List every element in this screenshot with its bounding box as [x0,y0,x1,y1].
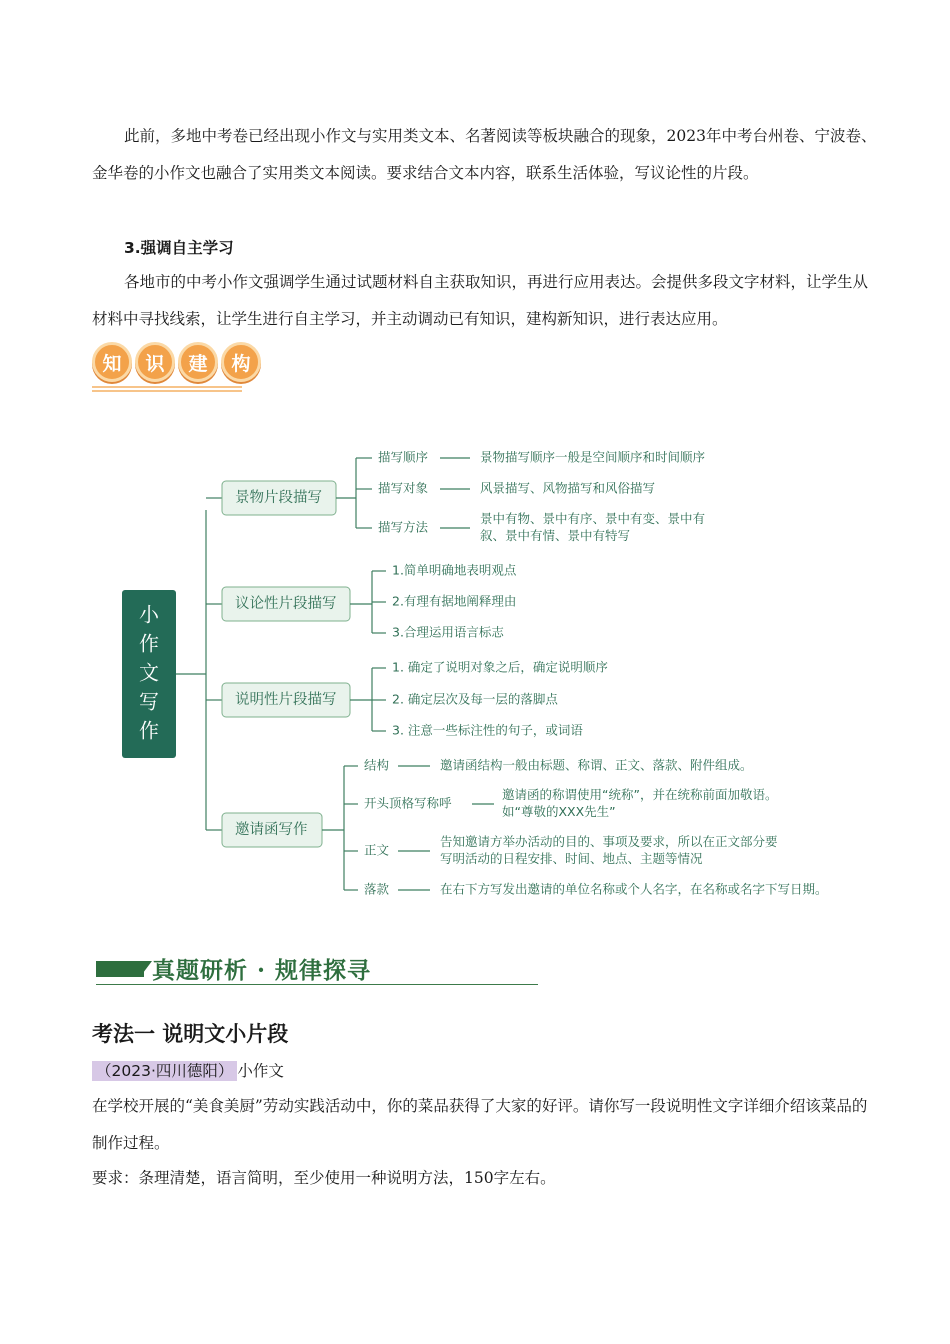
source-line [92,1058,284,1084]
child-label: 3.合理运用语言标志 [392,624,504,640]
source-tag: （2023·四川德阳） [92,1061,237,1081]
intro-paragraph-1: 此前，多地中考卷已经出现小作文与实用类文本、名著阅读等板块融合的现象，2023年中考台州卷、宁波卷、金华卷的小作文也融合了实用类文本阅读。要求结合文本内容，联系生活体验，写议论性的片段。 [92,127,877,182]
child-label: 描写顺序 [378,449,429,465]
child-label: 正文 [364,842,390,858]
badge-char: 建 [178,342,218,382]
section-bar-block [96,961,144,977]
child-description: 如“尊敬的XXX先生” [502,804,616,819]
mindmap [0,440,950,910]
root-node-char: 写 [139,689,159,714]
child-description: 邀请函结构一般由标题、称谓、正文、落款、附件组成。 [440,757,753,773]
child-description: 邀请函的称谓使用“统称”，并在统称前面加敬语。 [502,787,778,802]
root-node-char: 作 [139,631,159,656]
method-title: 考法一 说明文小片段 [92,1022,289,1046]
child-description: 告知邀请方举办活动的目的、事项及要求，所以在正文部分要 [440,834,778,849]
branch-label: 议论性片段描写 [235,596,337,612]
child-label: 2.有理有据地阐释理由 [392,593,517,609]
child-label: 描写对象 [378,480,429,496]
question-prompt: 在学校开展的“美食美厨”劳动实践活动中，你的菜品获得了大家的好评。请你写一段说明性文字详细介绍该菜品的制作过程。 [92,1097,868,1152]
badge-underline [92,390,242,392]
section-header [96,952,538,986]
child-label: 开头顶格写称呼 [364,795,452,811]
child-description: 在右下方写发出邀请的单位名称或个人名字，在名称或名字下写日期。 [440,881,828,897]
subhead-autonomous-learning: 3.强调自主学习 [124,239,234,257]
section-underline [96,984,538,985]
question-type: 小作文 [237,1062,284,1080]
question-requirement: 要求：条理清楚，语言简明，至少使用一种说明方法，150字左右。 [92,1169,556,1187]
branch-label: 说明性片段描写 [235,692,337,708]
child-description: 景物描写顺序一般是空间顺序和时间顺序 [480,449,706,465]
child-description: 叙、景中有情、景中有特写 [480,528,631,543]
child-label: 1.简单明确地表明观点 [392,562,517,578]
intro-paragraph-2: 各地市的中考小作文强调学生通过试题材料自主获取知识，再进行应用表达。会提供多段文字材料，让学生从材料中寻找线索，让学生进行自主学习，并主动调动已有知识，建构新知识，进行表达应用。 [92,273,869,328]
child-label: 3. 注意一些标注性的句子，或词语 [392,722,583,738]
section-title: 真题研析 · 规律探寻 [152,957,372,984]
child-label: 2. 确定层次及每一层的落脚点 [392,691,558,707]
child-label: 落款 [364,881,390,897]
badge-underline [92,386,242,388]
child-label: 结构 [364,757,390,773]
child-description: 景中有物、景中有序、景中有变、景中有 [480,511,706,526]
badge-char: 知 [92,342,132,382]
badge-char: 构 [221,342,261,382]
root-node-char: 文 [139,660,159,685]
child-label: 1. 确定了说明对象之后，确定说明顺序 [392,659,608,675]
section-bar-tip [140,961,152,977]
branch-label: 景物片段描写 [235,490,322,506]
child-description: 风景描写、风物描写和风俗描写 [480,480,656,496]
root-node-char: 小 [139,602,159,627]
knowledge-structure-badge [92,342,261,392]
badge-char: 识 [135,342,175,382]
child-description: 写明活动的日程安排、时间、地点、主题等情况 [440,851,703,866]
branch-label: 邀请函写作 [235,822,308,838]
root-node-char: 作 [139,718,159,743]
child-label: 描写方法 [378,519,429,535]
